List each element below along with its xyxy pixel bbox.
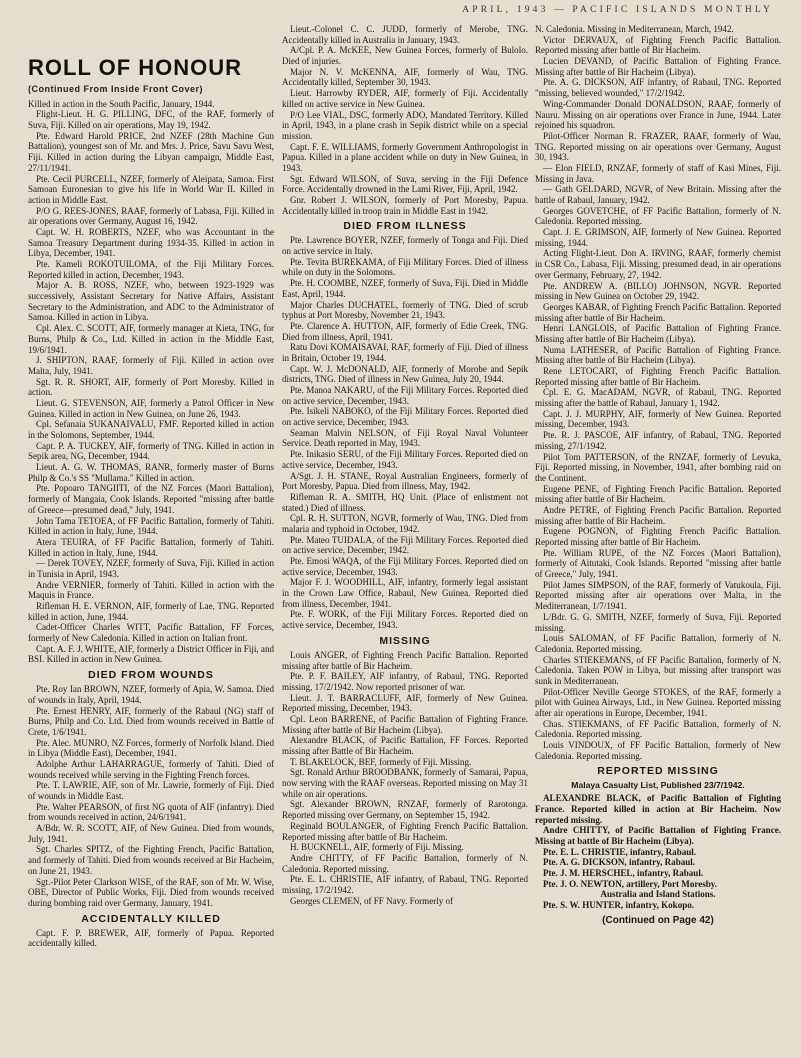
entry: Cpl. E. G. MacADAM, NGVR, of Rabaul, TNG. Reported missing after the battle of Rabaul, January 1, 1942.: [535, 387, 781, 409]
entry: Pte. Mateo TUIDALA, of the Fiji Military Forces. Reported died on active service, December, 1942.: [282, 534, 528, 556]
entry: Capt. A. F. J. WHITE, AIF, formerly a District Officer in Fiji, and BSI. Killed in action in New Guinea.: [28, 643, 274, 665]
entry: Pilot James SIMPSON, of the RAF, formerly of Vatukoula, Fiji. Reported missing after air operations over Malta, in the Mediterranean, 1/7/1941.: [535, 579, 781, 612]
entry: Eugene PENE, of Fighting French Pacific Battalion. Reported missing after battle of Bir Hacheim.: [535, 483, 781, 505]
entry: Pte. E. L. CHRISTIE, AIF infantry, of Rabaul, TNG. Reported missing, 17/2/1942.: [282, 874, 528, 895]
entry: Numa LATHESER, of Pacific Battalion of Fighting France. Missing after battle of Bir Hacheim (Libya).: [535, 344, 781, 366]
entry: Pte. Popoaro TANGIITI, of the NZ Forces (Maori Battalion), formerly of Mangaia, Cook Islands. Reported "missing after battle of Greece—presumed dead," July, 1941.: [28, 483, 274, 515]
entry: Ratu Dovi KOMAISAVAI, RAF, formerly of Fiji. Died of illness in Britain, October 19, 1944.: [282, 342, 528, 363]
entry: Rifleman H. E. VERNON, AIF, formerly of Lae, TNG. Reported killed in action, June, 1944.: [28, 601, 274, 622]
entry: Cadet-Officer Charles WITT, Pacific Battalion, FF Forces, formerly of New Caledonia. Killed in action on Italian front.: [28, 622, 274, 644]
entry: Seaman Malvin NELSON, of Fiji Royal Naval Volunteer Service. Death reported in May, 1943.: [282, 427, 528, 449]
entry: Louis SALOMAN, of FF Pacific Battalion, formerly of N. Caledonia. Reported missing.: [535, 633, 781, 654]
column-1: [28, 55, 274, 1058]
australia-stations-heading: Australia and Island Stations.: [600, 889, 716, 900]
entry: Victor DERVAUX, of Fighting French Pacific Battalion. Reported missing after battle of Bir Hacheim.: [535, 34, 781, 56]
entry: Pte. J. O. NEWTON, artillery, Port Moresby.: [543, 878, 718, 889]
entry: Pilot Tom PATTERSON, of the RNZAF, formerly of Levuka, Fiji. Reported missing, in November, 1941, after bombing raid on the Continent.: [535, 451, 781, 483]
entry: Rifleman R. A. SMITH, HQ Unit. (Place of enlistment not stated.) Died of illness.: [282, 491, 528, 513]
entry: Pte. Isikeli NABOKO, of the Fiji Military Forces. Reported died on active service, December, 1943.: [282, 406, 528, 428]
entry: Lieut.-Colonel C. C. JUDD, formerly of Merobe, TNG. Accidentally killed in Australia in January, 1943.: [282, 24, 528, 45]
entry: Lieut. A. G. W. THOMAS, RANR, formerly master of Burns Philp & Co.'s SS "Mullama." Killed in action.: [28, 462, 274, 483]
entry: A/Bdr. W. R. SCOTT, AIF, of New Guinea. Died from wounds, July, 1941.: [28, 823, 274, 844]
entry: Georges GOVETCHE, of FF Pacific Battalion, formerly of N. Caledonia. Reported missing.: [535, 205, 781, 227]
entry: Pte. E. L. CHRISTIE, infantry, Rabaul.: [543, 846, 697, 857]
entry: Pte. H. COOMBE, NZEF, formerly of Suva, Fiji. Died in Middle East, April, 1944.: [282, 278, 528, 299]
entry: T. BLAKELOCK, BEF, formerly of Fiji. Missing.: [290, 756, 472, 767]
entry: Capt. F. E. WILLIAMS, formerly Government Anthropologist in Papua. Killed in a plane accident while on duty in New Guinea, in 1943.: [282, 141, 528, 173]
entry: Louis VINDOUX, of FF Pacific Battalion, formerly of New Caledonia. Reported missing.: [535, 740, 781, 761]
entry: Andre PETRE, of Fighting French Pacific Battalion. Reported missing after battle of Bir Hacheim.: [535, 504, 781, 526]
entry: Pte. S. W. HUNTER, infantry, Kokopo.: [543, 900, 695, 910]
entry: Sgt. R. R. SHORT, AIF, formerly of Port Moresby. Killed in action.: [28, 376, 274, 398]
entry: N. Caledonia. Missing in Mediterranean, March, 1942.: [535, 24, 734, 34]
entry: Cpl. R. H. SUTTON, NGVR, formerly of Wau, TNG. Died from malaria and typhoid in October, 1942.: [282, 513, 528, 534]
entry: Major N. V. McKENNA, AIF, formerly of Wau, TNG. Accidentally killed, September 30, 1943.: [282, 66, 528, 88]
page-title: ROLL OF HONOUR: [28, 55, 243, 80]
entry: John Tama TETOEA, of FF Pacific Battalion, formerly of Tahiti. Killed in action in Italy, June, 1944.: [28, 515, 274, 537]
entry: Pte. J. M. HERSCHEL, infantry, Rabaul.: [543, 867, 704, 878]
entry: A/Cpl. P. A. McKEE, New Guinea Forces, formerly of Bulolo. Died of injuries.: [282, 45, 528, 67]
entry: Lieut. G. STEVENSON, AIF, formerly a Patrol Officer in New Guinea. Killed in action in New Guinea, on June 26, 1943.: [28, 397, 274, 419]
page-subtitle: (Continued From Inside Front Cover): [28, 84, 203, 94]
entry: Cpl. Sefanaia SUKANAIVALU, FMF. Reported killed in action in the Solomons, September, 1944.: [28, 419, 274, 440]
entry: Georges CLEMEN, of FF Navy. Formerly of: [290, 895, 454, 906]
entry: H. BUCKNELL, AIF, formerly of Fiji. Missing.: [290, 842, 464, 853]
entry: Capt. F. P. BREWER, AIF, formerly of Papua. Reported accidentally killed.: [28, 927, 274, 949]
entry: Capt. P. A. TUCKEY, AIF, formerly of TNG. Killed in action in Sepik area, NG, December, 1944.: [28, 440, 274, 462]
entry: — Elon FIELD, RNZAF, formerly of staff of Kasi Mines, Fiji. Missing in Java.: [535, 162, 781, 184]
section-heading-died-from-illness: DIED FROM ILLNESS: [343, 220, 467, 233]
entry: Pte. Ernest HENRY, AIF, formerly of the Rabaul (NG) staff of Burns, Philp and Co. Ltd. Died from wounds received in Battle of Crete, 1/6/1941.: [28, 705, 274, 737]
entry: Henri LANGLOIS, of Pacific Battalion of Fighting France. Missing after battle of Bir Hacheim (Libya).: [535, 323, 781, 344]
entry: Pte. Alec. MUNRO, NZ Forces, formerly of Norfolk Island. Died in Libya (Middle East), December, 1941.: [28, 737, 274, 759]
column-3: [535, 24, 781, 1058]
section-heading-died-from-wounds: DIED FROM WOUNDS: [88, 669, 214, 682]
entry: Pte. T. LAWRIE, AIF, son of Mr. Lawrie, formerly of Fiji. Died of wounds in Middle East.: [28, 780, 274, 801]
entry: L/Bdr. G. G. SMITH, NZEF, formerly of Suva, Fiji. Reported missing.: [535, 611, 781, 633]
entry: Pte. Kameli ROKOTUILOMA, of the Fiji Military Forces. Reported killed in action, December, 1943.: [28, 259, 274, 280]
entry: Pte. Emosi WAQA, of the Fiji Military Forces. Reported died on active service, December, 1943.: [282, 556, 528, 577]
entry: Pte. Roy Ian BROWN, NZEF, formerly of Apia, W. Samoa. Died of wounds in Italy, April, 1944.: [28, 684, 274, 705]
entry: ALEXANDRE BLACK, of Pacific Battalion of Fighting France. Reported killed in action at Bir Hacheim. Now reported missing.: [535, 793, 781, 825]
entry: J. SHIPTON, RAAF, formerly of Fiji. Killed in action over Malta, July, 1941.: [28, 355, 274, 376]
entry: Chas. STIEKMANS, of FF Pacific Battalion, formerly of N. Caledonia. Reported missing.: [535, 718, 781, 740]
malaya-casualty-list-heading: Malaya Casualty List, Published 23/7/1942.: [571, 780, 745, 791]
entry: Pte. P. F. BAILEY, AIF infantry, of Rabaul, TNG. Reported missing, 17/2/1942. Now reported prisoner of war.: [282, 671, 528, 692]
entry: Capt. W. J. McDONALD, AIF, formerly of Morobe and Sepik districts, TNG. Died of illness in New Guinea, July 20, 1944.: [282, 363, 528, 385]
entry: Atera TEUIRA, of FF Pacific Battalion, formerly of Tahiti. Killed in action in Italy, June, 1944.: [28, 536, 274, 558]
entry: P/O Lee VIAL, DSC, formerly ADO, Mandated Territory. Killed in April, 1943, in a plane crash in Sepik district while on a special mission.: [282, 109, 528, 141]
entry: Pte. A. G. DICKSON, AIF infantry, of Rabaul, TNG. Reported "missing, believed wounded," 17/2/1942.: [535, 77, 781, 99]
entry: Major A. B. ROSS, NZEF, who, between 1923-1929 was successively, Assistant Secretary for Native Affairs, Assistant Secretary to the Administration, and ADC to the Administrator of Samoa. Killed in action in Libya.: [28, 280, 274, 323]
entry: Pte. Walter PEARSON, of first NG quota of AIF (infantry). Died from wounds received in action, 24/6/1941.: [28, 801, 274, 823]
entry: A/Sgt. J. H. STANE, Royal Australian Engineers, formerly of Port Moresby, Papua. Died from illness, May, 1942.: [282, 470, 528, 492]
entry: Major F. J. WOODHILL, AIF, infantry, formerly legal assistant in the Crown Law Office, Rabaul, New Guinea. Reported died from illness, December, 1941.: [282, 577, 528, 609]
entry: Wing-Commander Donald DONALDSON, RAAF, formerly of Nauru. Missing on air operations over France in June, 1944. Later rejoined his squadron.: [535, 98, 781, 131]
entry: Major Charles DUCHATEL, formerly of TNG. Died of scrub typhus at Port Moresby, November 21, 1943.: [282, 299, 528, 321]
entry: Pilot-Officer Neville George STOKES, of the RAF, formerly a pilot with Guinea Airways, Ltd., in New Guinea. Reported missing after air operations in Europe, December, 1941.: [535, 686, 781, 718]
running-head: APRIL, 1943 — PACIFIC ISLANDS MONTHLY: [462, 5, 773, 15]
entry: Andre VERNIER, formerly of Tahiti. Killed in action with the Maquis in France.: [28, 579, 274, 601]
entry: Pte. Cecil PURCELL, NZEF, formerly of Aleipata, Samoa. First Samoan Euronesian to give his life in World War II. Killed in action in Middle East.: [28, 173, 274, 205]
entry: Pte. Edward Harold PRICE, 2nd NZEF (28th Machine Gun Battalion), youngest son of Mr. and Mrs. J. Price, Savu Savu West, Fiji. Killed in action during the Libyan campaign, Middle East, 27/11/1941.: [28, 130, 274, 173]
entry: Pte. Tevita BUREKAMA, of Fiji Military Forces. Died of illness while on duty in the Solomons.: [282, 256, 528, 278]
entry: Pte. Inikasio SERU, of the Fiji Military Forces. Reported died on active service, December, 1943.: [282, 449, 528, 470]
entry: Charles STIEKEMANS, of FF Pacific Battalion, formerly of N. Caledonia. Taken POW in Libya, but missing after transport was sunk in Mediterranean.: [535, 654, 781, 686]
entry: — Derek TOVEY, NZEF, formerly of Suva, Fiji. Killed in action in Tunisia in April, 1943.: [28, 558, 274, 579]
entry: Eugene POGNON, of Fighting French Pacific Battalion. Reported missing after battle of Bir Hacheim.: [535, 526, 781, 547]
entry: Sgt. Alexander BROWN, RNZAF, formerly of Rarotonga. Reported missing over Germany, on September 15, 1942.: [282, 799, 528, 821]
entry: Flight-Lieut. H. G. PILLING, DFC, of the RAF, formerly of Suva, Fiji. Killed on air operations, May 19, 1942.: [28, 109, 274, 131]
section-heading-accidentally-killed: ACCIDENTALLY KILLED: [81, 912, 221, 925]
entry: Sgt. Charles SPITZ, of the Fighting French, Pacific Battalion, and formerly of Tahiti. Died from wounds received at Bir Hacheim, on June 21, 1943.: [28, 844, 274, 876]
entry: Gnr. Robert J. WILSON, formerly of Port Moresby, Papua. Accidentally killed in troop train in Middle East in 1942.: [282, 195, 528, 216]
entry: Pte. R. J. PASCOE, AIF infantry, of Rabaul, TNG. Reported missing, 27/1/1942.: [535, 430, 781, 451]
entry: Georges KABAR, of Fighting French Pacific Battalion. Reported missing after battle of Bir Hacheim.: [535, 301, 781, 323]
entry: Sgt. Edward WILSON, of Suva, serving in the Fiji Defence Force. Accidentally drowned in the Lami River, Fiji, April, 1942.: [282, 173, 528, 195]
entry: Lucien DEVAND, of Pacific Battalion of Fighting France. Missing after battle of Bir Hacheim (Libya).: [535, 56, 781, 77]
entry: Andre CHITTY, of Pacific Battalion of Fighting France. Missing at battle of Bir Hacheim (Libya).: [535, 825, 781, 846]
entry: Cpl. Leon BARRENE, of Pacific Battalion of Fighting France. Missing after battle of Bir Hacheim (Libya).: [282, 713, 528, 735]
entry: Louis ANGER, of Fighting French Pacific Battalion. Reported missing after battle of Bir Hacheim.: [282, 649, 528, 671]
entry: Sgt.-Pilot Peter Clarkson WISE, of the RAF, son of Mr. W. Wise, OBE, Director of Public Works, Fiji. Died from wounds received during bombing raid over Germany, January, 1941.: [28, 876, 274, 908]
entry: Pte. Manoa NAKARU, of the Fiji Military Forces. Reported died on active service, December, 1943.: [282, 385, 528, 406]
entry: Capt. J. E. GRIMSON, AIF, formerly of New Guinea. Reported missing, 1944.: [535, 227, 781, 248]
entry: Pte. ANDREW A. (BILLO) JOHNSON, NGVR. Reported missing in New Guinea on October 29, 1942.: [535, 280, 781, 302]
column-2: [282, 24, 528, 1058]
entry: — Gath GELDARD, NGVR, of New Britain. Missing after the battle of Rabaul, January, 1942.: [535, 184, 781, 205]
entry: Pte. William RUPE, of the NZ Forces (Maori Battalion), formerly of Aitutaki, Cook Islands. Reported "missing after battle of Greece," July, 1941.: [535, 547, 781, 580]
entry: Pte. Lawrence BOYER, NZEF, formerly of Tonga and Fiji. Died on active service in Italy.: [282, 235, 528, 257]
entry: Pte. F. WORK, of the Fiji Military Forces. Reported died on active service, December, 1943.: [282, 609, 528, 631]
entry: Adolphe Arthur LAHARRAGUE, formerly of Tahiti. Died of wounds received while serving in the Fighting French forces.: [28, 758, 274, 780]
entry: Rene LETOCART, of Fighting French Pacific Battalion. Reported missing after battle of Bir Hacheim.: [535, 366, 781, 387]
entry: Alexandre BLACK, of Pacific Battalion, FF Forces. Reported missing after Battle of Bir Hacheim.: [282, 735, 528, 756]
entry: P/O G. REES-JONES, RAAF, formerly of Labasa, Fiji. Killed in air operations over Germany, August 16, 1942.: [28, 205, 274, 227]
entry: Acting Flight-Lieut. Don A. IRVING, RAAF, formerly chemist in CSR Co., Labasa, Fiji. Missing, presumed dead, in air operations over Germany, February, 27, 1942.: [535, 248, 781, 280]
entry: Pte. Clarence A. HUTTON, AIF, formerly of Edie Creek, TNG. Died from illness, April, 1941.: [282, 320, 528, 342]
entry: Reginald BOULANGER, of Fighting French Pacific Battalion. Reported missing after battle of Bir Hacheim.: [282, 820, 528, 842]
continued-note: (Continued on Page 42): [602, 914, 714, 926]
entry: Capt. W. H. ROBERTS, NZEF, who was Accountant in the Samoa Treasury Department during 1934-35. Killed in action in Libya, December, 1941.: [28, 226, 274, 259]
entry: Pte. A. G. DICKSON, infantry, Rabaul.: [543, 857, 696, 868]
entry: Cpl. Alex. C. SCOTT, AIF, formerly manager at Kieta, TNG, for Burns, Philp & Co., Ltd. Killed in action in the Middle East, 19/6/1941.: [28, 323, 274, 355]
entry: Lieut. Harrowby RYDER, AIF, formerly of Fiji. Accidentally killed on active service in New Guinea.: [282, 88, 528, 109]
entry: Sgt. Ronald Arthur BROODBANK, formerly of Samarai, Papua, now serving with the RAAF overseas. Reported missing on May 31 while on air operations.: [282, 767, 528, 799]
section-heading-reported-missing: REPORTED MISSING: [597, 765, 719, 778]
entry: Capt. J. J. MURPHY, AIF, formerly of New Guinea. Reported missing, December, 1943.: [535, 408, 781, 430]
section-heading-missing: MISSING: [379, 634, 431, 647]
entry: Lieut. J. T. BARRACLUFF, AIF, formerly of New Guinea. Reported missing, December, 1943.: [282, 692, 528, 714]
entry: Pilot-Officer Norman R. FRAZER, RAAF, formerly of Wau, TNG. Reported missing on air operations over Germany, August 30, 1943.: [535, 130, 781, 163]
entry: Killed in action in the South Pacific, January, 1944.: [28, 98, 215, 109]
entry: Andre CHITTY, of FF Pacific Battalion, formerly of N. Caledonia. Reported missing.: [282, 852, 528, 874]
